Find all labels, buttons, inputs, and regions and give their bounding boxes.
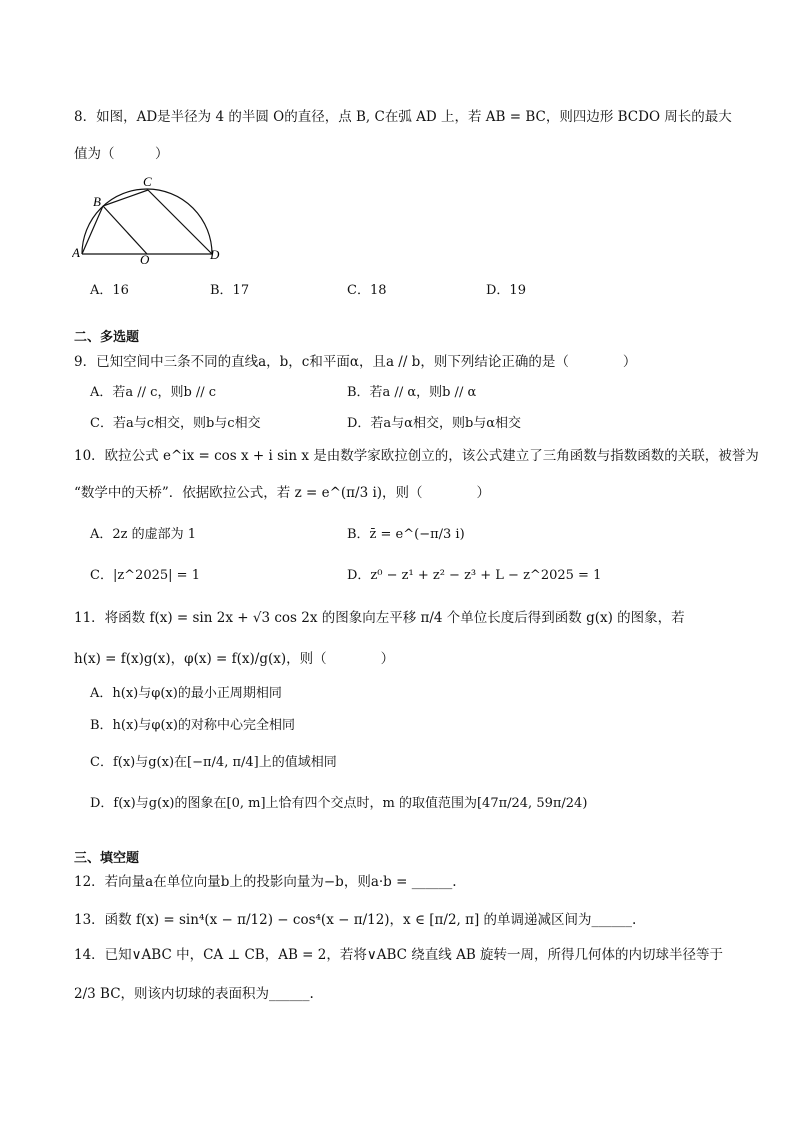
q8-option-a: A．16 — [90, 283, 129, 298]
q9-option-d: D．若a与α相交，则b与α相交 — [347, 416, 522, 431]
semicircle-figure — [72, 170, 222, 268]
q10-option-a: A．2z 的虚部为 1 — [90, 527, 197, 542]
q8-option-b: B．17 — [210, 283, 250, 298]
q13-stem: 13．函数 f(x) = sin⁴(x − π/12) − cos⁴(x − π/12)，x ∈ [π/2, π] 的单调递减区间为______. — [74, 912, 637, 928]
q8-option-d: D．19 — [486, 283, 526, 298]
section-fill: 三、填空题 — [74, 851, 140, 866]
q8-stem-line1: 8．如图，AD是半径为 4 的半圆 O的直径，点 B, C在弧 AD 上，若 AB = BC，则四边形 BCDO 周长的最大 — [74, 109, 732, 125]
q11-stem-line2: h(x) = f(x)g(x)，φ(x) = f(x)/g(x)，则（ ） — [74, 651, 395, 667]
label-B: B — [93, 194, 101, 209]
label-O: O — [140, 252, 150, 267]
q10-option-d: D．z⁰ − z¹ + z² − z³ + L − z^2025 = 1 — [347, 568, 602, 583]
q11-option-c: C．f(x)与g(x)在[−π/4, π/4]上的值域相同 — [90, 755, 337, 770]
q10-option-b: B．z̄ = e^(−π/3 i) — [347, 527, 465, 542]
q9-option-a: A．若a // c，则b // c — [90, 385, 217, 400]
q8-stem-line2: 值为（ ） — [74, 146, 169, 162]
q9-stem: 9．已知空间中三条不同的直线a，b，c和平面α，且a // b，则下列结论正确的是（ ） — [74, 354, 637, 370]
q10-stem-line2: “数学中的天桥”．依据欧拉公式，若 z = e^(π/3 i)，则（ ） — [74, 485, 491, 501]
q11-option-a: A．h(x)与φ(x)的最小正周期相同 — [90, 686, 282, 701]
q14-stem-line2: 2/3 BC，则该内切球的表面积为______. — [74, 986, 314, 1002]
section-multi: 二、多选题 — [74, 330, 140, 345]
q12-stem: 12．若向量a在单位向量b上的投影向量为−b，则a·b = ______. — [74, 874, 457, 890]
q11-option-d: D．f(x)与g(x)的图象在[0, m]上恰有四个交点时，m 的取值范围为[47π/24, 59π/24) — [90, 796, 588, 811]
label-C: C — [143, 174, 152, 189]
q10-option-c: C．|z^2025| = 1 — [90, 568, 200, 583]
q9-option-b: B．若a // α，则b // α — [347, 385, 477, 400]
q14-stem-line1: 14．已知∨ABC 中，CA ⊥ CB，AB = 2，若将∨ABC 绕直线 AB 旋转一周，所得几何体的内切球半径等于 — [74, 947, 724, 963]
q10-stem-line1: 10．欧拉公式 e^ix = cos x + i sin x 是由数学家欧拉创立的，该公式建立了三角函数与指数函数的关联，被誉为 — [74, 448, 759, 464]
q9-option-c: C．若a与c相交，则b与c相交 — [90, 416, 261, 431]
label-A: A — [72, 245, 80, 260]
q8-option-c: C．18 — [347, 283, 387, 298]
q11-stem-line1: 11．将函数 f(x) = sin 2x + √3 cos 2x 的图象向左平移 π/4 个单位长度后得到函数 g(x) 的图象，若 — [74, 610, 685, 626]
q11-option-b: B．h(x)与φ(x)的对称中心完全相同 — [90, 718, 295, 733]
label-D: D — [210, 247, 220, 262]
